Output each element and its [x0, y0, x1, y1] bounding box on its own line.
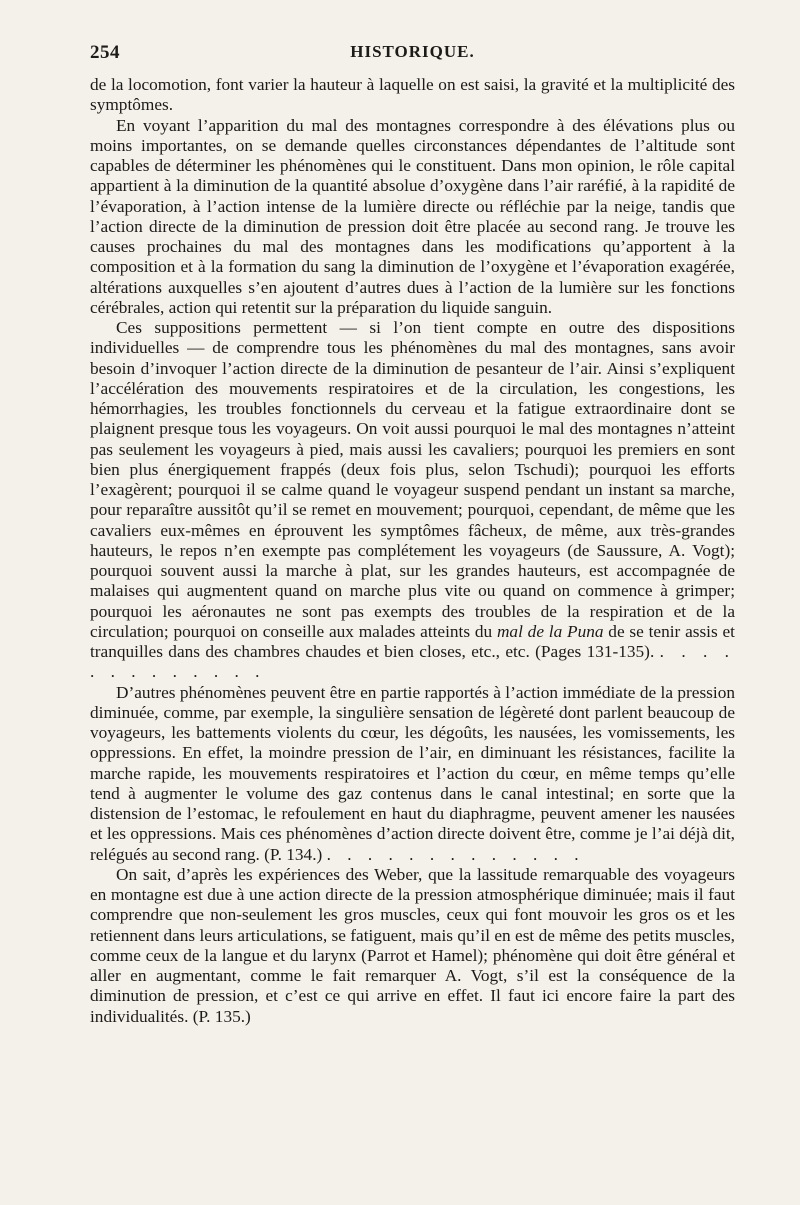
paragraph-2: En voyant l’apparition du mal des montagnes correspondre à des élévations plus ou moins importantes, on se demande quelles circonstances dépendantes de l’altitude sont capables de déterminer les phénomènes qui le constituent. Dans mon opinion, le rôle capital appartient à la diminution de la quantité absolue d’oxygène dans l’air raréfié, à la rapidité de l’évaporation, à l’action intense de la lumière directe ou réfléchie par la neige, tandis que l’action directe de la diminution de pression doit être placée au second rang. Je trouve les causes prochaines du mal des montagnes dans les modifications qu’apportent à la composition et à la formation du sang la diminution de l’oxygène et l’évaporation exagérée, altérations auxquelles s’en ajoutent d’autres dues à l’action de la lumière sur les fonctions cérébrales, action qui retentit sur la préparation du liquide sanguin. [90, 115, 735, 317]
paragraph-3-italic: mal de la Puna [496, 621, 604, 641]
body-text [90, 75, 735, 1027]
paragraph-3-text-b: de se tenir assis et tranquilles dans des chambres chaudes et bien closes, etc., etc. (Pages 131-135). [90, 621, 735, 661]
running-title: HISTORIQUE. [350, 42, 475, 61]
paragraph-3 [90, 318, 735, 683]
paragraph-1: de la locomotion, font varier la hauteur à laquelle on est saisi, la gravité et la multiplicité des symptômes. [90, 75, 735, 115]
page-header [90, 42, 735, 66]
dot-leader: . . . . . . . . . . . . . [90, 642, 736, 682]
paragraph-3-text-a: Ces suppositions permettent — si l’on tient compte en outre des dispositions individuelles — de comprendre tous les phénomènes du mal des montagnes, sans avoir besoin d’invoquer l’action directe de la diminution de pesanteur de l’air. Ainsi s’expliquent l’accélération des mouvements respiratoires et de la circulation, les congestions, les hémorrhagies, les troubles fonctionnels du cerveau et la fatigue extraordinaire dont se plaignent presque tous les voyageurs. On voit aussi pourquoi le mal des montagnes n’atteint pas seulement les voyageurs à pied, mais aussi les cavaliers; pourquoi les premiers en sont bien plus énergiquement frappés (deux fois plus, selon Tschudi); pourquoi les efforts l’exagèrent; pourquoi il se calme quand le voyageur suspend pendant un instant sa marche, pour reparaître aussitôt qu’il se remet en mouvement; pourquoi, cependant, de même que les cavaliers eux-mêmes en éprouvent les symptômes fâcheux, de même, aux très-grandes hauteurs, le repos n’en exempte pas complétement les voyageurs (de Saussure, A. Vogt); pourquoi souvent aussi la marche à plat, sur les grandes hauteurs, est accompagnée de malaises qui augmentent quand on marche plus vite ou quand on commence à grimper; pourquoi les aéronautes ne sont pas exempts des troubles de la respiration et de la circulation; pourquoi on conseille aux malades atteints du [90, 318, 735, 641]
paragraph-5: On sait, d’après les expériences des Weber, que la lassitude remarquable des voyageurs en montagne est due à une action directe de la pression atmosphérique diminuée; mais il faut comprendre que non-seulement les gros muscles, ceux qui font mouvoir les gros os et les retiennent dans leurs articulations, se fatiguent, mais qu’il en est de même des petits muscles, comme ceux de la langue et du larynx (Parrot et Hamel); phénomène qui doit être général et aller en augmentant, comme le fait remarquer A. Vogt, s’il est la conséquence de la diminution de pression, et c’est ce qui arrive en effet. Il faut ici encore faire la part des individualités. (P. 135.) [90, 864, 735, 1026]
page-number: 254 [90, 42, 120, 63]
paragraph-4-text: D’autres phénomènes peuvent être en partie rapportés à l’action immédiate de la pression diminuée, comme, par exemple, la singulière sensation de légèreté dont parlent beaucoup de voyageurs, les battements violents du cœur, les dégoûts, les nausées, les vomissements, les oppressions. En effet, la moindre pression de l’air, en diminuant les résistances, facilite la marche rapide, les mouvements respiratoires et l’action du cœur, en même temps qu’elle tend à augmenter le volume des gaz contenus dans le canal intestinal; en sorte que la distension de l’estomac, le refoulement en haut du diaphragme, peuvent amener les nausées et les oppressions. Mais ces phénomènes d’action directe doivent être, comme je l’ai déjà dit, relégués au second rang. (P. 134.) [90, 682, 735, 864]
dot-leader: . . . . . . . . . . . . . [326, 844, 585, 864]
paragraph-4 [90, 683, 735, 865]
